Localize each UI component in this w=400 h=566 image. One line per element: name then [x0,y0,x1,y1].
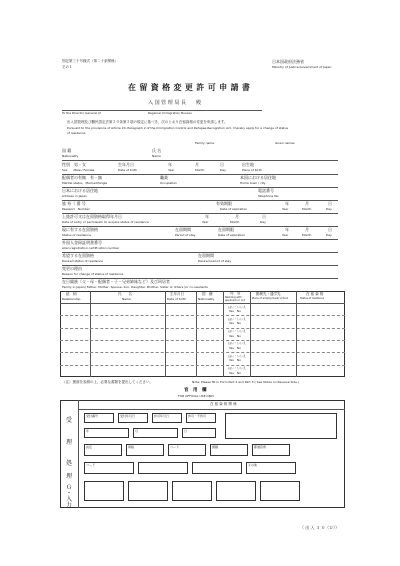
th-residing-en: Residing with applicant or not [225,296,245,302]
th-nationality-en: Nationality [198,297,215,301]
entry-en: Date of entry or permission to acquire status of residence [62,220,149,224]
off-nationality: 国籍 [212,445,219,449]
th-status-en: Status of residence [300,297,325,300]
off-prefecture: 都道府県 [254,445,267,449]
official-status-title: 在 留 資 格 関 係 [210,402,237,406]
exp2-day-en: Day [326,233,332,237]
occupation-ja: 職業 [160,175,168,180]
th-residing: 同 居 [230,291,241,295]
desired-period-en: Desired period of stay [198,259,232,263]
form-footer-code: （ 出 入 ３ ０（ロ）） [300,525,340,530]
family-name-label: Family name [195,141,215,145]
nationality-ja: 国 籍 [62,148,72,153]
to-en-right: Regional Immigration Bureau [148,111,192,115]
occupation-en: Occupation [160,181,178,185]
alien-ja: 外国人登録証明書番号 [62,240,102,245]
status-ja: 現に有する在留資格 [62,227,98,232]
dob-year-ja: 年 [168,162,172,167]
expiry-en: Date of expiration [220,207,248,211]
exp2-en: Date of expiration [218,233,246,237]
off-permit: 許可・不許可 [188,414,207,418]
expiry-ja: 有効期限 [216,201,232,206]
exp-year: 年 [285,201,289,206]
residing-yes-no[interactable]: はい・いいえ [228,341,247,346]
side-label-receive-2: 理 [66,439,73,446]
th-relationship: 続 柄 [66,292,77,296]
entry-ja: 上陸許可又は在留資格取得年月日 [62,214,122,219]
entry-month: 月 [235,214,239,219]
desired-en: Desired status of residence [62,259,103,263]
exp-year-en: Year [282,207,289,211]
th-nationality: 国 籍 [202,292,213,296]
home-en: Home town / city [240,181,266,185]
residing-yes-no[interactable]: はい・いいえ [228,353,247,358]
tel-ja: 電話番号 [258,188,274,193]
gov-ja: 日本国政府法務省 [272,59,304,64]
family-en: Family in Japan( Father, Mother, Spouse, Son, Daughter, Brother, Sister or others )or co-residents [62,285,208,289]
dob-day-en: Day [220,168,226,172]
official-ja: 官 用 欄 [184,388,207,393]
exp2-ja: 在留期限 [218,227,234,232]
off-day: 日 [184,429,188,433]
sex-en: Sex Male / Female [62,168,95,172]
side-label-process-2: 理 [66,473,73,480]
intro-en1: Pursuant to the provisions of Article 20, Paragraph 2 of the Immigration Control and Refugee-Recognition Act, I hereby apply for a change of status [67,126,289,130]
gov-en: Ministry of Justice,Government of Japan [272,65,332,69]
exp-month: 月 [305,201,309,206]
desired-ja: 希望する在留資格 [62,253,94,258]
exp-month-en: Month [302,207,312,211]
off-code-2: コード [86,463,96,467]
th-name: 氏 名 [118,292,132,296]
note-en: Note: Please fill in Form Part 2 and Part 3.( See Notes on Reverse Side ) [192,380,300,384]
residing-yes-no-en: Yes No [229,321,241,326]
off-status: 資格 [128,445,135,449]
pob-ja: 出生地 [242,162,254,167]
residing-yes-no[interactable]: はい・いいえ [228,304,247,309]
sex-ja: 性別 男・女 [62,162,86,167]
exp2-month: 月 [305,227,309,232]
entry-year: 年 [205,214,209,219]
off-permit-date: 許可年月日 [154,414,170,418]
side-label-input-1: 入 [66,496,73,503]
form-sub: その１ [62,65,73,69]
exp-day: 日 [328,201,332,206]
name-ja: 氏 名 [152,148,162,153]
exp2-year: 年 [285,227,289,232]
off-other: その他 [248,463,258,467]
period-en: Period of stay [175,233,196,237]
form-title: 在 留 資 格 変 更 許 可 申 請 書 [128,83,251,92]
exp2-month-en: Month [302,233,312,237]
th-employment: 勤務先・通学先 [256,292,281,296]
side-label-input-2: 力 [66,502,73,509]
official-en: FOR OFFICIAL USE ONLY [178,394,215,398]
status-en: Status of residence [62,233,91,237]
residing-yes-no-en: Yes No [229,333,241,338]
dob-day-ja: 日 [220,162,224,167]
th-status: 在 留 資 格 [306,292,324,296]
exp2-year-en: Year [282,233,289,237]
note-ja: （注）裏面を参照の上，必要な書類を提出してください。 [62,380,153,384]
off-receipt-no: 受付番号 [86,414,99,418]
th-name-en: Name [122,297,131,301]
nationality-en: Nationality [62,154,79,158]
to-en-left: To the Director General of [62,111,101,115]
th-dob-en: Date of birth [167,297,187,301]
address-en: Address in Japan [62,194,87,198]
given-names-label: Given names [275,141,295,145]
entry-day-en: Day [260,220,266,224]
home-ja: 本国における居住地 [240,175,276,180]
pob-en: Place of birth [242,168,262,172]
reason-en: Reason for change of status of residence [62,272,124,276]
dob-ja: 生年月日 [118,162,134,167]
side-label-receive-1: 受 [66,417,73,424]
residing-yes-no-en: Yes No [229,370,241,375]
marital-en: Marital status Married/Single [62,181,108,185]
desired-period-ja: 在留期間 [198,253,214,258]
residing-yes-no-en: Yes No [229,358,241,363]
off-month: 月 [135,429,139,433]
th-relationship-en: Relationship [62,297,81,301]
side-label-dot: ・ [66,490,73,497]
period-ja: 在留期間 [175,227,191,232]
off-year: 年 [86,429,90,433]
reason-ja: 変更の理由 [62,266,82,271]
residing-yes-no[interactable]: はい・いいえ [228,366,247,370]
alien-en: Alien registration certification number [62,246,120,250]
dob-en: Date of birth [118,168,138,172]
residing-yes-no-en: Yes No [229,309,241,313]
entry-year-en: Year [202,220,209,224]
residing-yes-no[interactable]: はい・いいえ [228,316,247,321]
dob-year-en: Year [168,168,175,172]
residing-yes-no[interactable]: はい・いいえ [228,329,247,334]
marital-ja: 配偶者の有無 有・無 [62,175,102,180]
off-code: コード [170,445,180,449]
name-en: Name [152,154,161,158]
entry-day: 日 [262,214,266,219]
passport-en: Passport Number [62,207,90,211]
dob-month-ja: 月 [195,162,199,167]
form-number: 別記第三十号様式（第二十条関係） [62,59,118,63]
th-employment-en: Place of employment/ school [252,297,289,300]
residing-yes-no-en: Yes No [229,345,241,350]
exp2-day: 日 [328,227,332,232]
family-ja: 在日親族（父・母・配偶者・子・兄弟姉妹など）及び同居者 [62,279,170,284]
side-label-g: Ｇ [66,484,73,491]
address-ja: 日本における居住地 [62,188,98,193]
passport-ja: 旅 券（ 番 号 [62,201,86,206]
side-label-process-1: 処 [66,460,73,467]
intro-en2: of residence. [67,131,87,135]
intro-ja: 出入国管理及び難民認定法第２０条第２項の規定に基づき，次のとおり在留資格の変更を申請します。 [67,120,228,124]
off-decision: 決定 [86,445,93,449]
to-ja: 入 国 管 理 局 長 殿 [148,100,201,106]
exp-day-en: Day [326,207,332,211]
th-dob: 生年月日 [170,292,184,296]
off-receipt-date: 受付年月日 [120,414,136,418]
dob-month-en: Month [195,168,205,172]
entry-month-en: Month [230,220,240,224]
tel-en: Telephone No. [258,194,280,198]
